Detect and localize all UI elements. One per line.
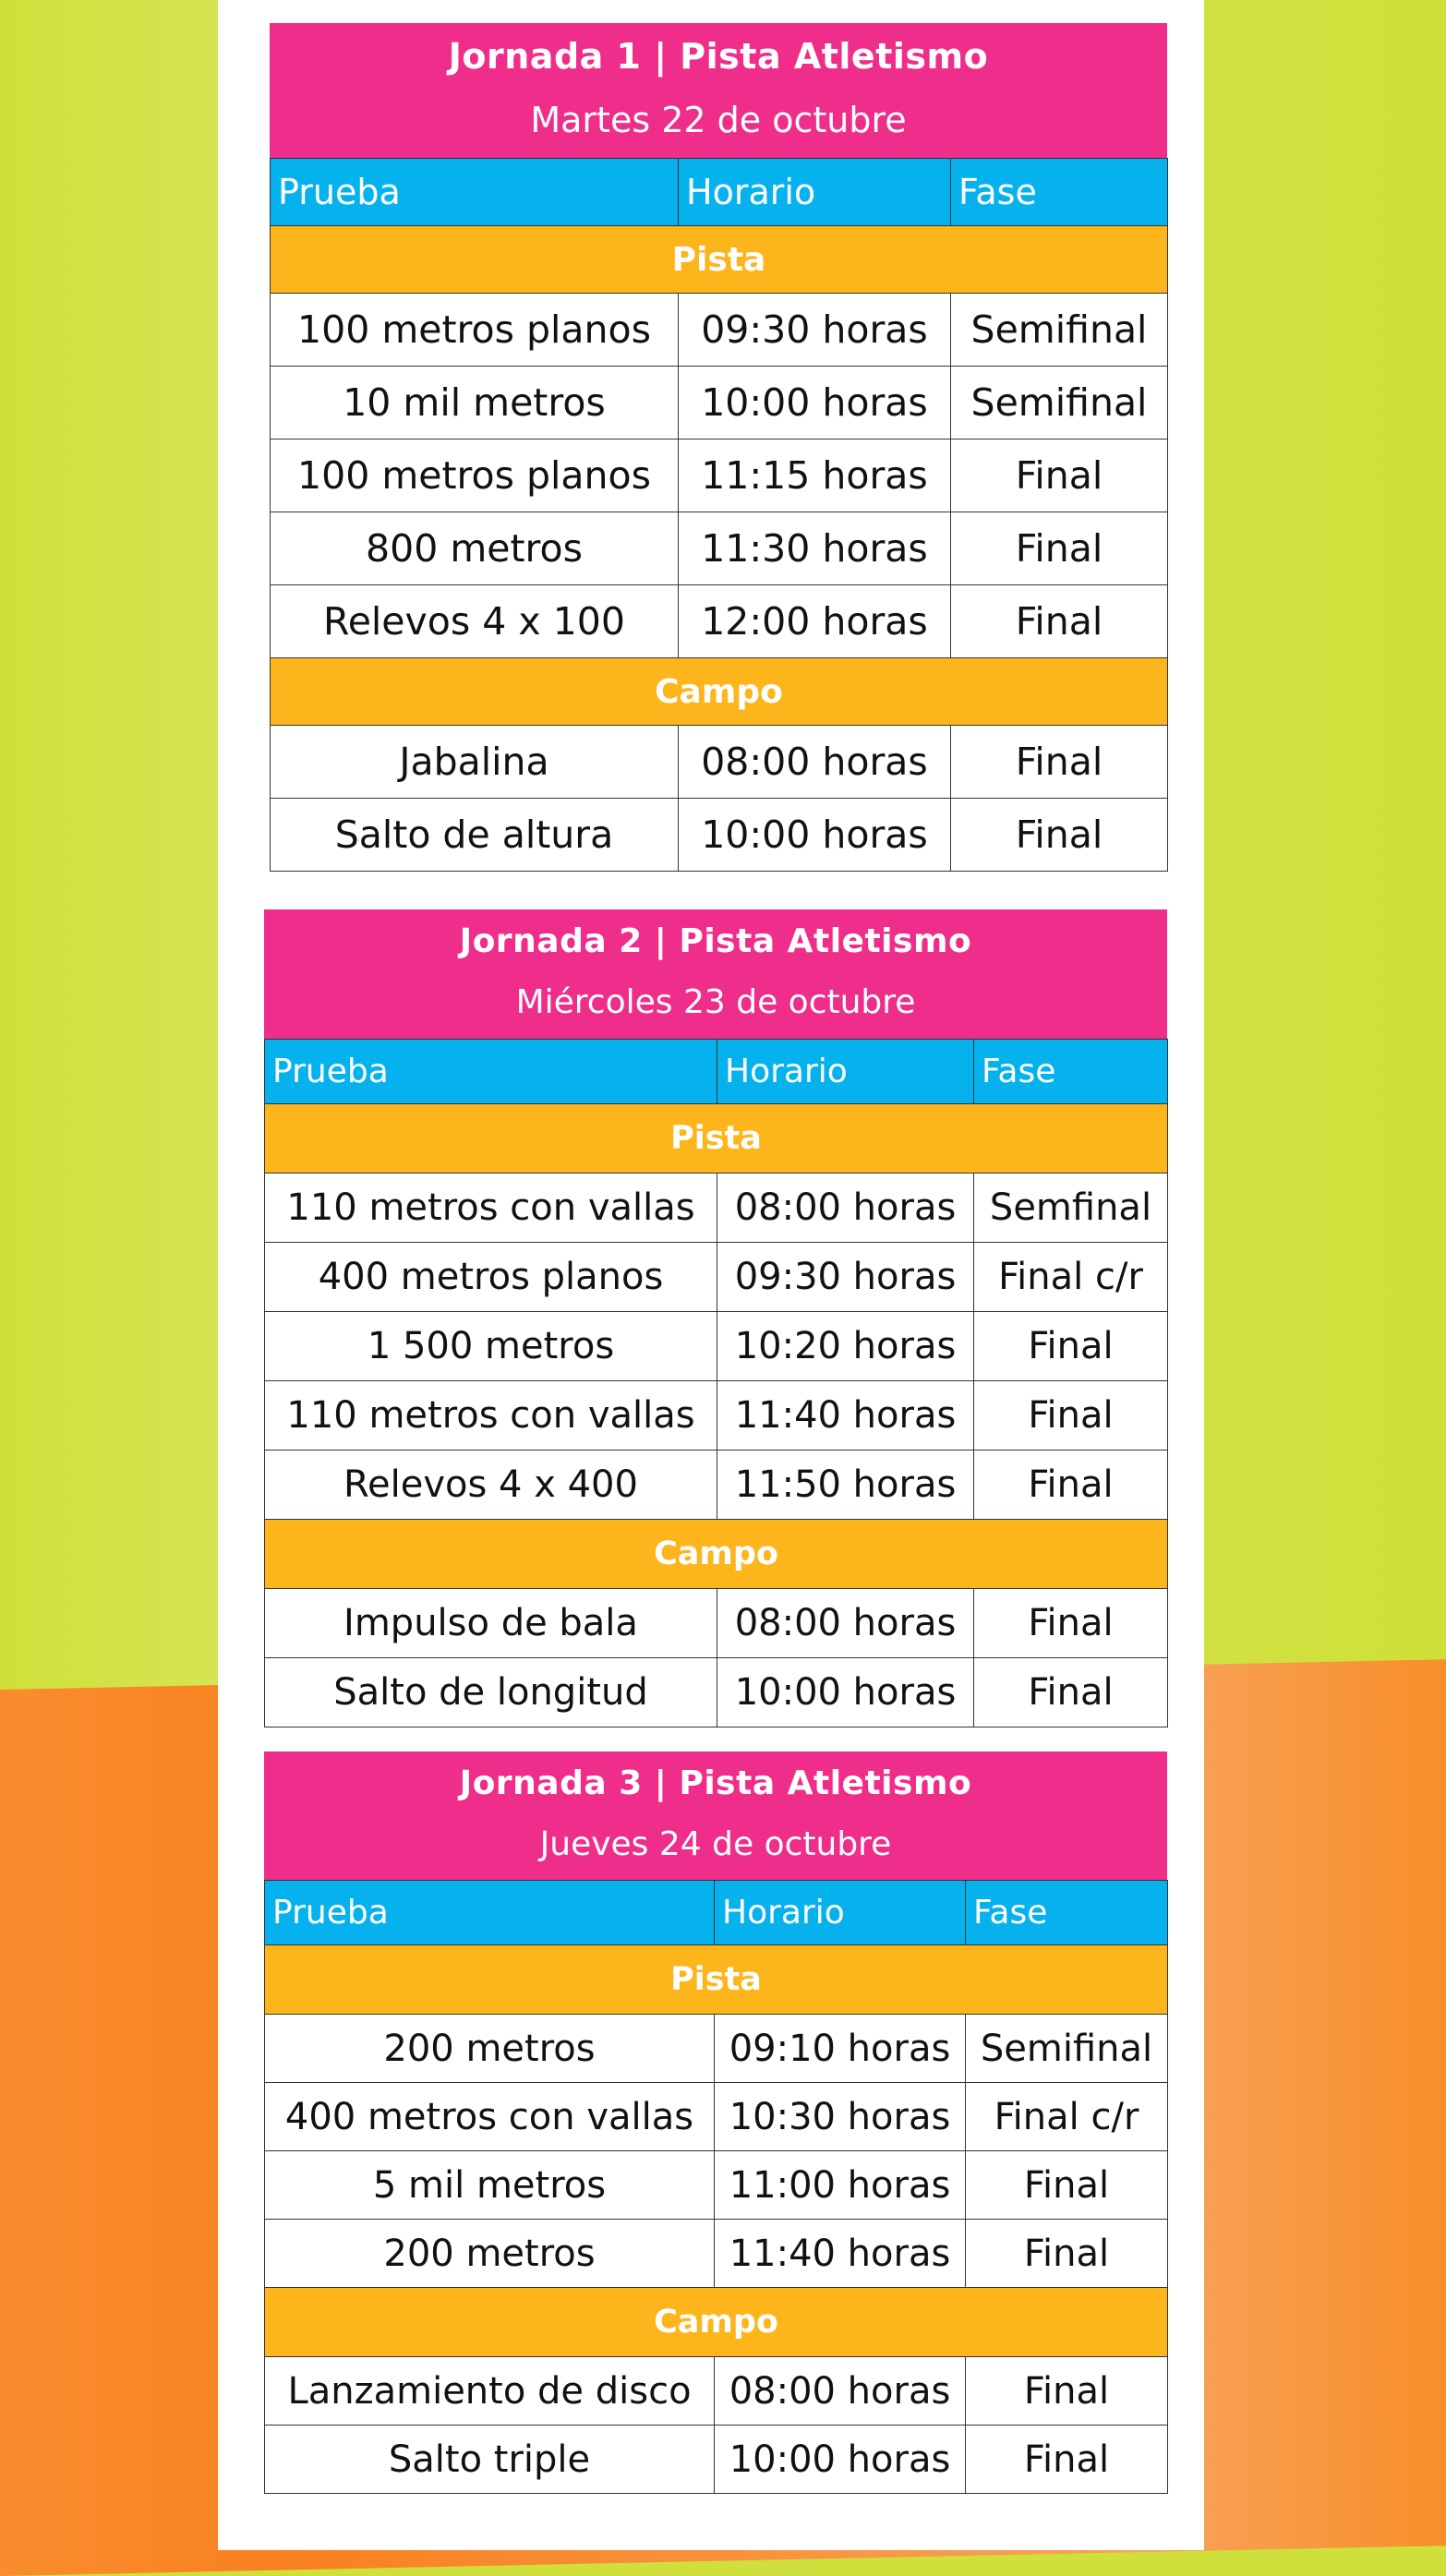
cell-fase: Semifinal bbox=[951, 367, 1168, 439]
cell-fase: Semifinal bbox=[966, 2015, 1168, 2083]
cell-horario: 11:30 horas bbox=[679, 512, 951, 585]
category-label: Campo bbox=[271, 658, 1168, 726]
category-label: Campo bbox=[265, 1520, 1168, 1589]
cell-prueba: 100 metros planos bbox=[271, 439, 679, 512]
jornada-header bbox=[264, 1751, 1167, 1880]
cell-prueba: 110 metros con vallas bbox=[265, 1381, 717, 1451]
cell-horario: 09:10 horas bbox=[715, 2015, 966, 2083]
column-header-horario: Horario bbox=[715, 1881, 966, 1945]
category-label: Campo bbox=[265, 2288, 1168, 2357]
cell-fase: Final bbox=[974, 1381, 1168, 1451]
jornada-date: Miércoles 23 de octubre bbox=[515, 983, 916, 1021]
table-row bbox=[271, 294, 1168, 367]
cell-horario: 10:20 horas bbox=[717, 1312, 974, 1381]
table-row bbox=[271, 726, 1168, 799]
cell-fase: Final bbox=[974, 1658, 1168, 1727]
table-row bbox=[271, 585, 1168, 658]
cell-prueba: 1 500 metros bbox=[265, 1312, 717, 1381]
cell-fase: Final bbox=[966, 2220, 1168, 2288]
table-row bbox=[265, 2083, 1168, 2151]
cell-prueba: 200 metros bbox=[265, 2220, 715, 2288]
cell-horario: 11:00 horas bbox=[715, 2151, 966, 2220]
table-row bbox=[265, 1589, 1168, 1658]
cell-prueba: 400 metros planos bbox=[265, 1243, 717, 1312]
cell-horario: 11:15 horas bbox=[679, 439, 951, 512]
cell-prueba: 100 metros planos bbox=[271, 294, 679, 367]
category-row bbox=[265, 1104, 1168, 1174]
cell-prueba: 110 metros con vallas bbox=[265, 1174, 717, 1243]
cell-prueba: 800 metros bbox=[271, 512, 679, 585]
cell-prueba: 400 metros con vallas bbox=[265, 2083, 715, 2151]
cell-prueba: 5 mil metros bbox=[265, 2151, 715, 2220]
table-row bbox=[265, 2357, 1168, 2426]
cell-prueba: 200 metros bbox=[265, 2015, 715, 2083]
cell-prueba: Salto triple bbox=[265, 2426, 715, 2494]
category-row bbox=[271, 658, 1168, 726]
schedule-table bbox=[264, 1880, 1168, 2494]
cell-horario: 10:00 horas bbox=[679, 799, 951, 872]
cell-fase: Final bbox=[951, 726, 1168, 799]
cell-fase: Final bbox=[974, 1589, 1168, 1658]
cell-horario: 10:30 horas bbox=[715, 2083, 966, 2151]
cell-prueba: Impulso de bala bbox=[265, 1589, 717, 1658]
category-row bbox=[265, 2288, 1168, 2357]
cell-horario: 10:00 horas bbox=[715, 2426, 966, 2494]
column-header-prueba: Prueba bbox=[265, 1881, 715, 1945]
table-row bbox=[265, 2015, 1168, 2083]
jornada-date: Martes 22 de octubre bbox=[530, 100, 907, 140]
table-row bbox=[265, 1174, 1168, 1243]
category-row bbox=[265, 1520, 1168, 1589]
jornada-title: Jornada 1 | Pista Atletismo bbox=[448, 36, 989, 77]
cell-fase: Final bbox=[966, 2426, 1168, 2494]
table-row bbox=[265, 2426, 1168, 2494]
schedule-jornada-2 bbox=[264, 909, 1167, 1727]
cell-horario: 10:00 horas bbox=[717, 1658, 974, 1727]
cell-prueba: Relevos 4 x 400 bbox=[265, 1451, 717, 1520]
cell-fase: Final c/r bbox=[974, 1243, 1168, 1312]
table-row bbox=[271, 799, 1168, 872]
cell-horario: 11:40 horas bbox=[717, 1381, 974, 1451]
category-row bbox=[265, 1945, 1168, 2015]
table-row bbox=[265, 1312, 1168, 1381]
table-row bbox=[271, 367, 1168, 439]
table-row bbox=[265, 1658, 1168, 1727]
column-header-horario: Horario bbox=[717, 1040, 974, 1104]
cell-prueba: Salto de altura bbox=[271, 799, 679, 872]
cell-prueba: Relevos 4 x 100 bbox=[271, 585, 679, 658]
jornada-header bbox=[270, 23, 1167, 158]
cell-fase: Final bbox=[951, 439, 1168, 512]
category-row bbox=[271, 226, 1168, 294]
column-header-prueba: Prueba bbox=[271, 159, 679, 226]
column-header-prueba: Prueba bbox=[265, 1040, 717, 1104]
table-row bbox=[271, 512, 1168, 585]
table-row bbox=[265, 2220, 1168, 2288]
cell-horario: 08:00 horas bbox=[717, 1174, 974, 1243]
jornada-date: Jueves 24 de octubre bbox=[539, 1825, 892, 1863]
cell-fase: Final bbox=[951, 799, 1168, 872]
cell-horario: 12:00 horas bbox=[679, 585, 951, 658]
category-label: Pista bbox=[271, 226, 1168, 294]
schedule-jornada-3 bbox=[264, 1751, 1167, 2494]
cell-horario: 08:00 horas bbox=[717, 1589, 974, 1658]
column-header-fase: Fase bbox=[966, 1881, 1168, 1945]
column-header-fase: Fase bbox=[974, 1040, 1168, 1104]
cell-fase: Final bbox=[951, 512, 1168, 585]
table-row bbox=[271, 439, 1168, 512]
cell-fase: Semfinal bbox=[974, 1174, 1168, 1243]
cell-prueba: 10 mil metros bbox=[271, 367, 679, 439]
cell-prueba: Salto de longitud bbox=[265, 1658, 717, 1727]
schedule-jornada-1 bbox=[270, 23, 1167, 872]
table-row bbox=[265, 1381, 1168, 1451]
category-label: Pista bbox=[265, 1104, 1168, 1174]
cell-fase: Final bbox=[966, 2151, 1168, 2220]
schedule-table bbox=[270, 158, 1168, 872]
category-label: Pista bbox=[265, 1945, 1168, 2015]
cell-horario: 08:00 horas bbox=[715, 2357, 966, 2426]
cell-horario: 09:30 horas bbox=[717, 1243, 974, 1312]
cell-horario: 09:30 horas bbox=[679, 294, 951, 367]
table-row bbox=[265, 1451, 1168, 1520]
cell-horario: 11:50 horas bbox=[717, 1451, 974, 1520]
table-row bbox=[265, 1243, 1168, 1312]
cell-fase: Semifinal bbox=[951, 294, 1168, 367]
jornada-title: Jornada 3 | Pista Atletismo bbox=[459, 1764, 972, 1802]
cell-prueba: Lanzamiento de disco bbox=[265, 2357, 715, 2426]
cell-fase: Final bbox=[951, 585, 1168, 658]
table-row bbox=[265, 2151, 1168, 2220]
schedule-table bbox=[264, 1039, 1168, 1727]
cell-fase: Final c/r bbox=[966, 2083, 1168, 2151]
cell-horario: 08:00 horas bbox=[679, 726, 951, 799]
column-header-fase: Fase bbox=[951, 159, 1168, 226]
column-header-horario: Horario bbox=[679, 159, 951, 226]
cell-horario: 11:40 horas bbox=[715, 2220, 966, 2288]
cell-horario: 10:00 horas bbox=[679, 367, 951, 439]
cell-prueba: Jabalina bbox=[271, 726, 679, 799]
jornada-title: Jornada 2 | Pista Atletismo bbox=[459, 922, 972, 960]
jornada-header bbox=[264, 909, 1167, 1039]
cell-fase: Final bbox=[966, 2357, 1168, 2426]
cell-fase: Final bbox=[974, 1312, 1168, 1381]
cell-fase: Final bbox=[974, 1451, 1168, 1520]
